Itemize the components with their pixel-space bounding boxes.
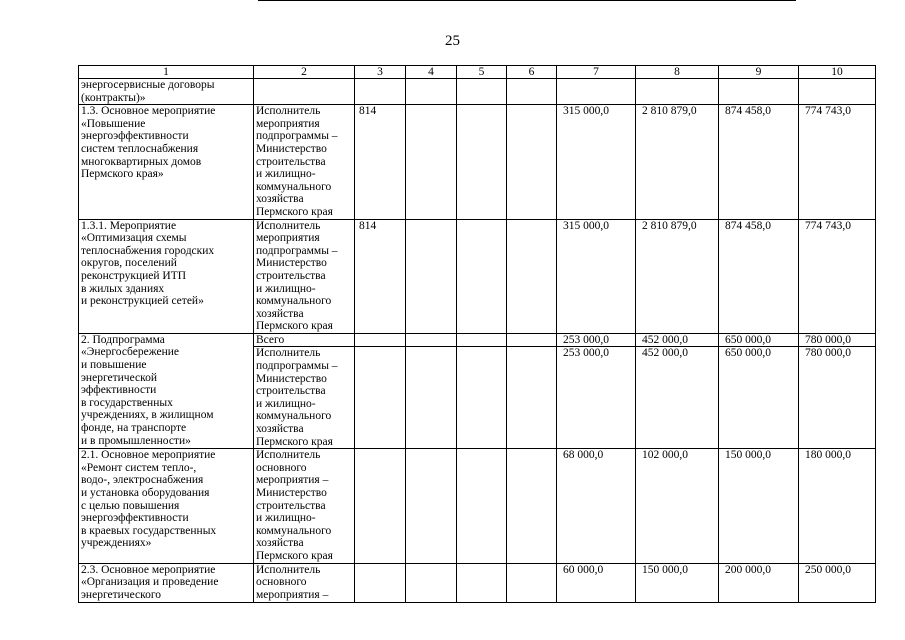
cell [355,563,406,602]
cell [507,449,557,563]
cell [355,333,406,347]
cell-amount [799,79,876,105]
col-header: 10 [799,66,876,79]
cell [355,347,406,449]
cell [507,219,557,333]
cell [355,449,406,563]
budget-table [78,65,876,603]
col-header: 7 [557,66,636,79]
cell-name: 2.1. Основное мероприятие «Ремонт систем тепло-, водо-, электроснабжения и установка оборудования с целью повышения энергоэффективности в краевых государственных учреждениях» [79,449,254,563]
cell [507,105,557,219]
cell-executor: Исполнитель мероприятия подпрограммы – Министерство строительства и жилищно- коммунального хозяйства Пермского края [254,219,355,333]
cell-amount: 180 000,0 [799,449,876,563]
cell-amount: 650 000,0 [719,333,799,347]
cell-name: 2.3. Основное мероприятие «Организация и проведение энергетического [79,563,254,602]
cell-amount: 68 000,0 [557,449,636,563]
cell-amount: 650 000,0 [719,347,799,449]
col-header: 4 [406,66,457,79]
cell-amount: 2 810 879,0 [636,219,719,333]
cell [507,333,557,347]
page-number: 25 [445,33,460,49]
table-header-row [79,66,876,79]
cell [406,79,457,105]
cell [457,219,507,333]
col-header: 1 [79,66,254,79]
cell [457,105,507,219]
cell-code: 814 [355,219,406,333]
cell-code: 814 [355,105,406,219]
cell-executor: Всего [254,333,355,347]
cell [507,347,557,449]
cell-amount: 315 000,0 [557,105,636,219]
cell-name: энергосервисные договоры (контракты)» [79,79,254,105]
cell-name: 2. Подпрограмма «Энергосбережение и повышение энергетической эффективности в государственных учреждениях, в жилищном фонде, на транспорте и в промышленности» [79,333,254,448]
cell-amount: 60 000,0 [557,563,636,602]
cell-amount: 150 000,0 [719,449,799,563]
cell [457,347,507,449]
cell-amount: 2 810 879,0 [636,105,719,219]
cell-amount: 200 000,0 [719,563,799,602]
table-row [79,105,876,219]
cell-amount [557,79,636,105]
cell-executor: Исполнитель подпрограммы – Министерство строительства и жилищно- коммунального хозяйства Пермского края [254,347,355,449]
cell [457,333,507,347]
cell-executor: Исполнитель основного мероприятия – [254,563,355,602]
cell [406,347,457,449]
cell-amount: 452 000,0 [636,333,719,347]
cell-amount: 102 000,0 [636,449,719,563]
cell-amount: 874 458,0 [719,105,799,219]
cell [355,79,406,105]
cell-amount: 774 743,0 [799,105,876,219]
cell-name: 1.3. Основное мероприятие «Повышение энергоэффективности систем теплоснабжения многоквартирных домов Пермского края» [79,105,254,219]
cell-amount: 150 000,0 [636,563,719,602]
cell-executor: Исполнитель основного мероприятия – Министерство строительства и жилищно- коммунального хозяйства Пермского края [254,449,355,563]
cell [406,219,457,333]
cell [406,105,457,219]
cell-amount: 780 000,0 [799,347,876,449]
col-header: 3 [355,66,406,79]
col-header: 8 [636,66,719,79]
col-header: 9 [719,66,799,79]
cell-name: 1.3.1. Мероприятие «Оптимизация схемы теплоснабжения городских округов, поселений реконструкцией ИТП в жилых зданиях и реконструкцией сетей» [79,219,254,333]
table-row [79,219,876,333]
table-row [79,449,876,563]
cell [457,449,507,563]
col-header: 2 [254,66,355,79]
cell [507,79,557,105]
cell-amount: 452 000,0 [636,347,719,449]
cell-amount [719,79,799,105]
cell-amount: 780 000,0 [799,333,876,347]
cell-amount: 253 000,0 [557,333,636,347]
cell [406,333,457,347]
table-row [79,563,876,602]
table-row [79,79,876,105]
col-header: 5 [457,66,507,79]
col-header: 6 [507,66,557,79]
cell-amount [636,79,719,105]
cell-executor [254,79,355,105]
table-row [79,333,876,347]
cell-executor: Исполнитель мероприятия подпрограммы – Министерство строительства и жилищно- коммунального хозяйства Пермского края [254,105,355,219]
cell-amount: 774 743,0 [799,219,876,333]
cell [507,563,557,602]
cell [457,79,507,105]
cell [406,563,457,602]
cell-amount: 250 000,0 [799,563,876,602]
cell-amount: 253 000,0 [557,347,636,449]
cell-amount: 874 458,0 [719,219,799,333]
cell [406,449,457,563]
cell-amount: 315 000,0 [557,219,636,333]
cell [457,563,507,602]
top-rule [258,0,796,1]
